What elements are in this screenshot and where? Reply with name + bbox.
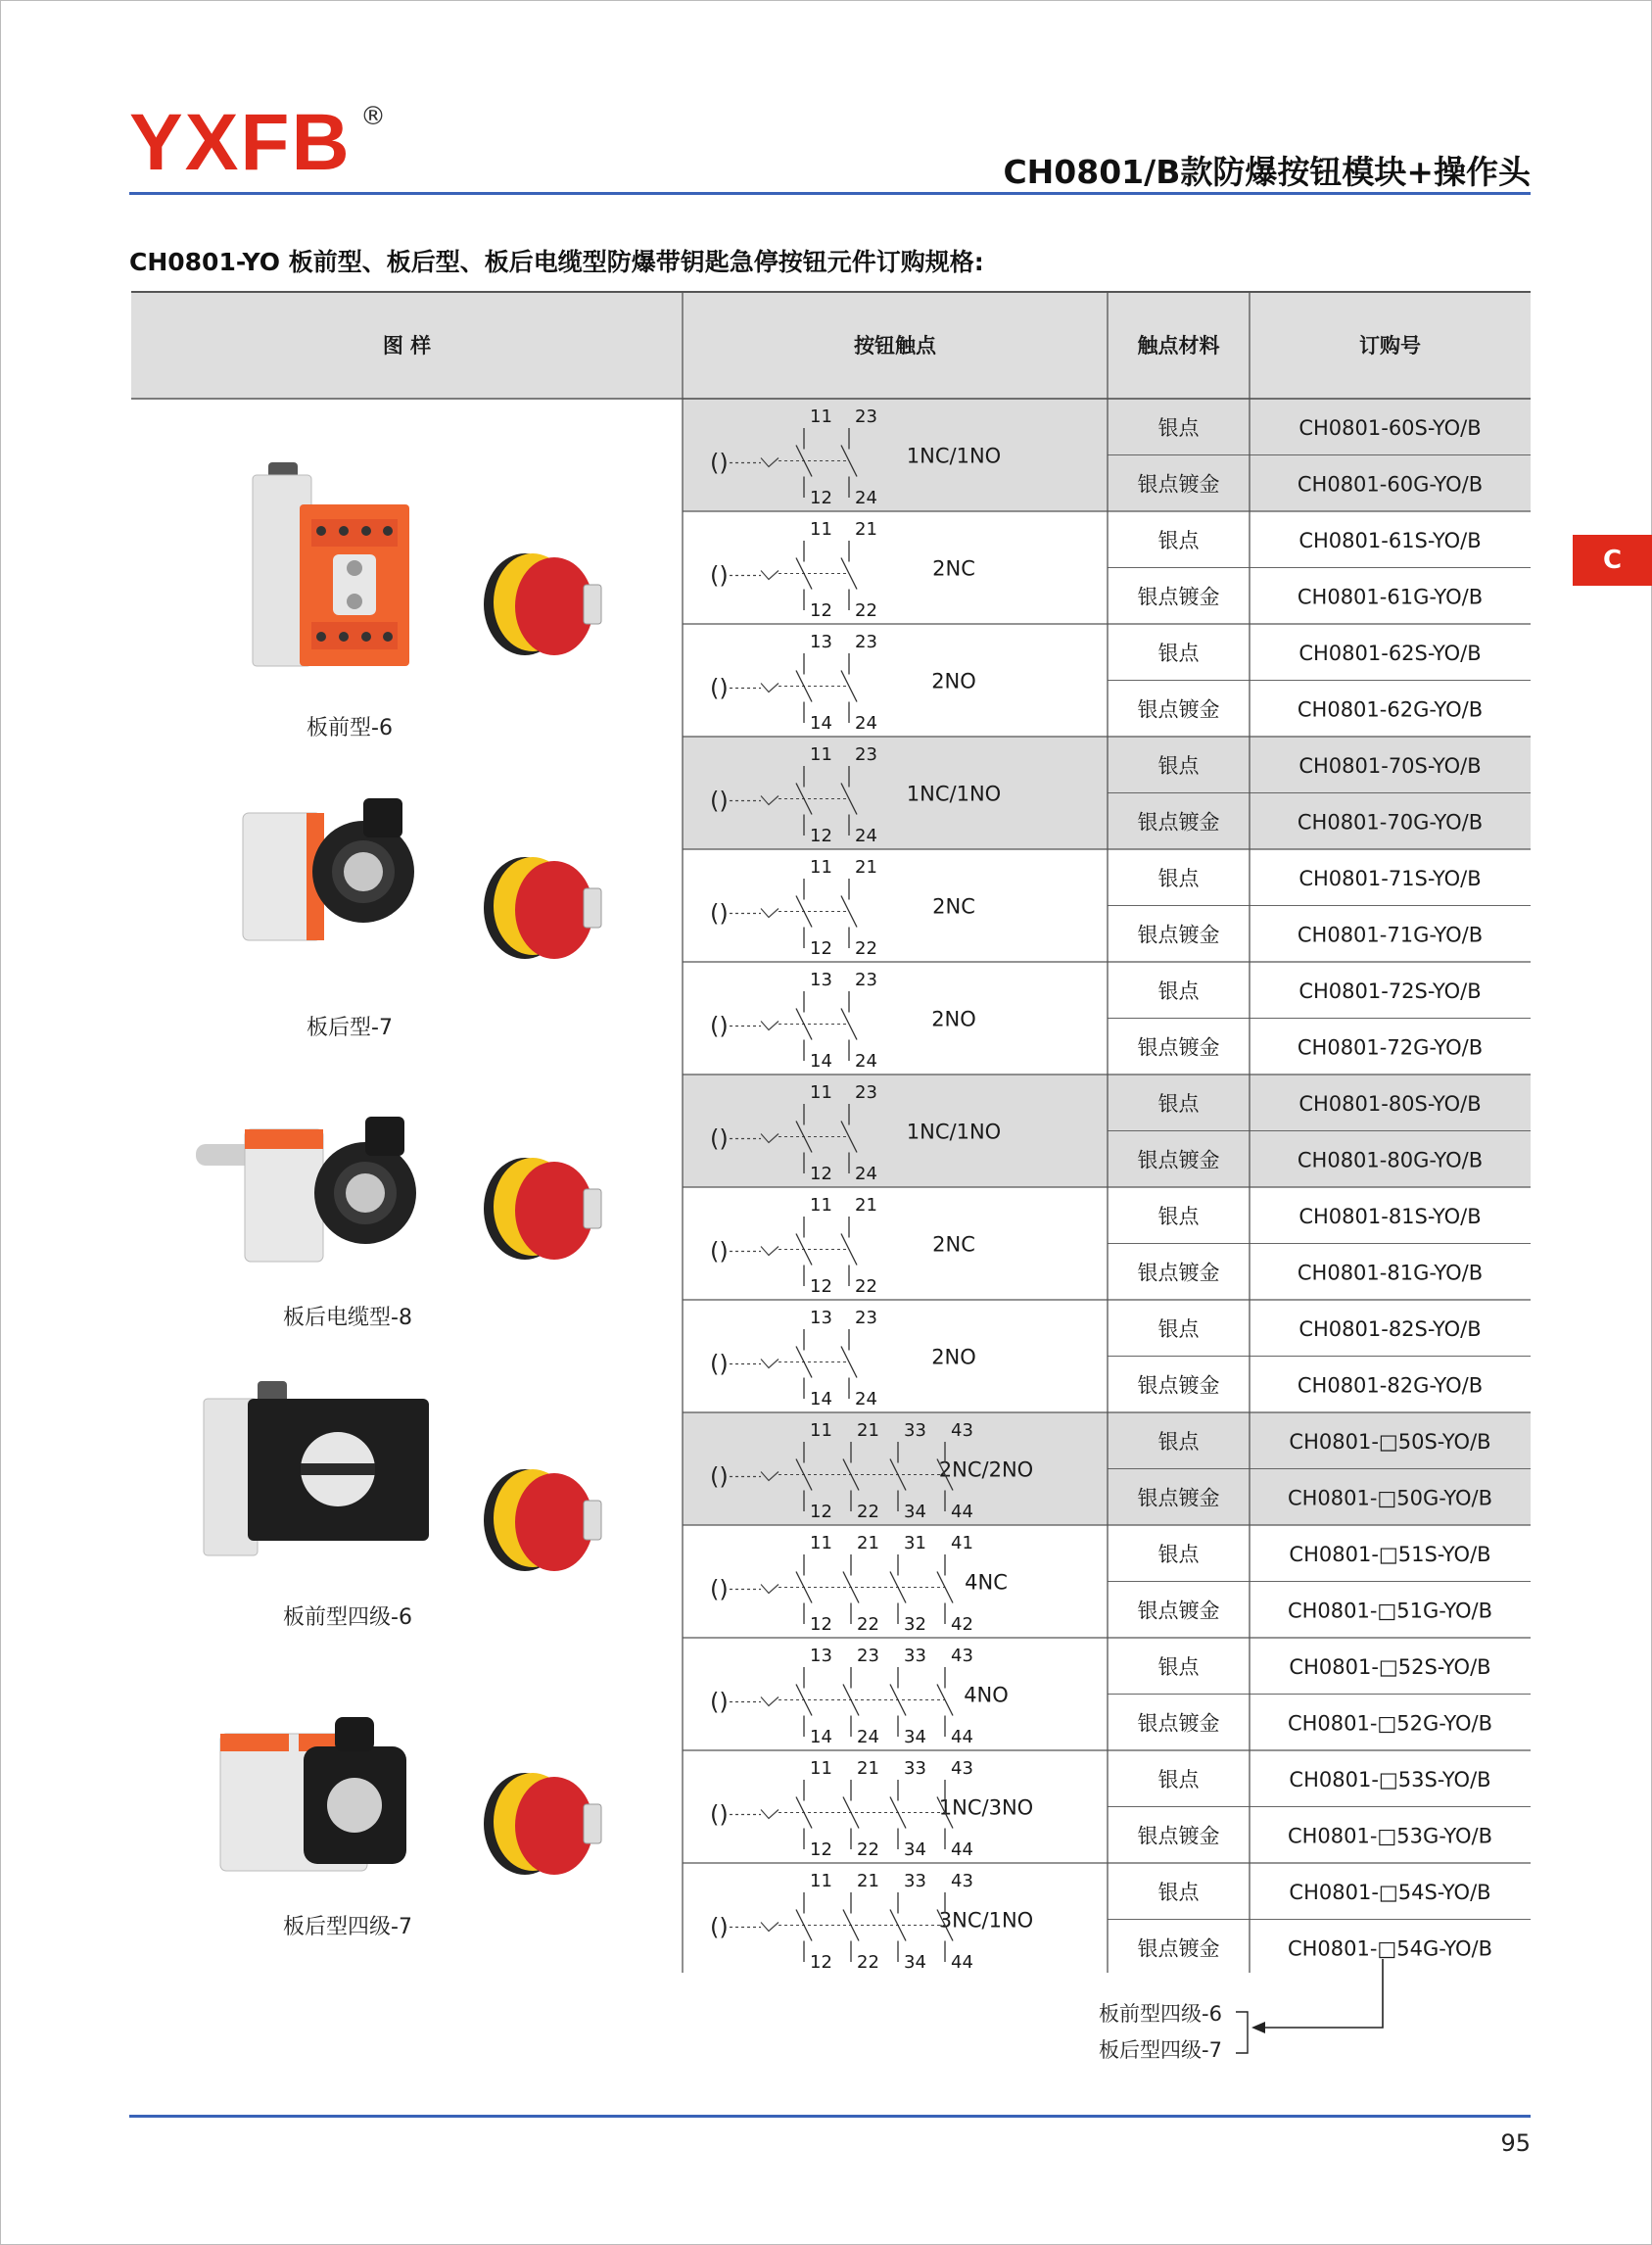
terminal-label-bottom: 12 <box>810 1164 832 1184</box>
push-symbol <box>761 1360 779 1368</box>
push-symbol <box>761 1697 779 1706</box>
product-label-5: 板后型四级-7 <box>283 1915 412 1939</box>
header-rule <box>129 192 1531 195</box>
terminal-label-top: 21 <box>855 1195 877 1216</box>
material-cell: 银点 <box>1157 1316 1200 1341</box>
terminal-label-bottom: 32 <box>904 1614 926 1635</box>
material-cell: 银点 <box>1157 415 1200 440</box>
terminal-label-top: 11 <box>810 1082 832 1103</box>
contact-type-label: 2NC <box>932 1232 975 1257</box>
terminal-label-bottom: 12 <box>810 1614 832 1635</box>
contact-type-label: 4NO <box>964 1683 1009 1707</box>
actuator-symbol: () <box>710 674 729 702</box>
terminal-label-bottom: 12 <box>810 1839 832 1860</box>
terminal-label-top: 11 <box>810 406 832 427</box>
product-image-back-mount <box>238 793 424 950</box>
terminal-label-bottom: 12 <box>810 938 832 959</box>
terminal-label-bottom: 22 <box>857 1614 879 1635</box>
contact-type-label: 2NC/2NO <box>938 1457 1034 1482</box>
terminal-label-bottom: 12 <box>810 600 832 621</box>
terminal-label-bottom: 22 <box>855 938 877 959</box>
terminal-label-bottom: 34 <box>904 1839 926 1860</box>
terminal-label-top: 11 <box>810 857 832 878</box>
material-cell: 银点镀金 <box>1137 1936 1220 1961</box>
material-cell: 银点 <box>1157 1091 1200 1116</box>
terminal-label-top: 23 <box>855 1308 877 1328</box>
terminal-label-bottom: 14 <box>810 1389 832 1409</box>
actuator-symbol: () <box>710 1462 729 1491</box>
order-number-cell: CH0801-60S-YO/B <box>1298 415 1482 440</box>
terminal-label-bottom: 22 <box>855 1276 877 1297</box>
table-header-0: 图 样 <box>382 334 432 358</box>
terminal-label-bottom: 34 <box>904 1502 926 1522</box>
terminal-label-top: 33 <box>904 1871 926 1891</box>
material-cell: 银点镀金 <box>1137 1373 1220 1398</box>
material-cell: 银点 <box>1157 1880 1200 1904</box>
legend-back-four: 板后型四级-7 <box>1099 2038 1222 2062</box>
terminal-label-bottom: 22 <box>857 1502 879 1522</box>
contact-type-label: 1NC/3NO <box>938 1795 1034 1820</box>
contact-type-label: 2NO <box>931 1345 976 1369</box>
terminal-label-top: 13 <box>810 632 832 652</box>
side-tab-c[interactable]: C <box>1573 535 1652 586</box>
material-cell: 银点 <box>1157 866 1200 890</box>
contact-type-label: 1NC/1NO <box>906 444 1002 468</box>
order-number-cell: CH0801-□51S-YO/B <box>1289 1542 1491 1566</box>
table-header-1: 按钮触点 <box>854 334 936 358</box>
terminal-label-top: 23 <box>855 1082 877 1103</box>
order-number-cell: CH0801-70G-YO/B <box>1297 810 1484 835</box>
terminal-label-top: 11 <box>810 744 832 765</box>
terminal-label-bottom: 12 <box>810 1952 832 1973</box>
order-number-cell: CH0801-□51G-YO/B <box>1287 1599 1493 1623</box>
product-label-3: 板后电缆型-8 <box>283 1306 412 1330</box>
table-header-3: 订购号 <box>1359 334 1421 358</box>
emergency-button-image-1 <box>468 544 615 671</box>
terminal-label-bottom: 24 <box>855 1051 877 1072</box>
terminal-label-top: 13 <box>810 970 832 990</box>
material-cell: 银点 <box>1157 1654 1200 1679</box>
terminal-label-bottom: 34 <box>904 1952 926 1973</box>
terminal-label-bottom: 12 <box>810 826 832 846</box>
actuator-symbol: () <box>710 1350 729 1378</box>
actuator-symbol: () <box>710 1012 729 1040</box>
terminal-label-top: 23 <box>855 632 877 652</box>
product-image-back-cable <box>191 1105 426 1271</box>
order-number-cell: CH0801-71G-YO/B <box>1297 923 1484 947</box>
material-cell: 银点镀金 <box>1137 810 1220 835</box>
material-cell: 银点 <box>1157 979 1200 1003</box>
order-number-cell: CH0801-□54G-YO/B <box>1287 1936 1493 1961</box>
terminal-label-top: 43 <box>951 1420 973 1441</box>
material-cell: 银点镀金 <box>1137 1261 1220 1285</box>
material-cell: 银点 <box>1157 753 1200 778</box>
push-symbol <box>761 1923 779 1932</box>
terminal-label-bottom: 24 <box>855 826 877 846</box>
push-symbol <box>761 1810 779 1819</box>
terminal-label-top: 11 <box>810 1758 832 1779</box>
terminal-label-top: 23 <box>855 406 877 427</box>
terminal-label-bottom: 22 <box>857 1839 879 1860</box>
actuator-symbol: () <box>710 1575 729 1603</box>
product-label-4: 板前型四级-6 <box>283 1605 412 1630</box>
contact-type-label: 1NC/1NO <box>906 782 1002 806</box>
terminal-label-top: 33 <box>904 1646 926 1666</box>
material-cell: 银点镀金 <box>1137 923 1220 947</box>
contact-type-label: 2NC <box>932 556 975 581</box>
material-cell: 银点 <box>1157 1767 1200 1791</box>
contact-type-label: 1NC/1NO <box>906 1120 1002 1144</box>
legend-front-four: 板前型四级-6 <box>1099 2002 1222 2026</box>
order-number-cell: CH0801-61S-YO/B <box>1298 528 1482 552</box>
material-cell: 银点镀金 <box>1137 1486 1220 1510</box>
contact-type-label: 2NC <box>932 894 975 919</box>
order-number-cell: CH0801-62S-YO/B <box>1298 641 1482 665</box>
order-number-cell: CH0801-72G-YO/B <box>1297 1035 1484 1060</box>
product-label-2: 板后型-7 <box>307 1016 393 1040</box>
actuator-symbol: () <box>710 787 729 815</box>
push-symbol <box>761 1247 779 1256</box>
terminal-label-top: 21 <box>855 519 877 540</box>
push-symbol <box>761 1022 779 1030</box>
actuator-symbol: () <box>710 449 729 477</box>
terminal-label-top: 41 <box>951 1533 973 1553</box>
terminal-label-top: 11 <box>810 519 832 540</box>
emergency-button-image-3 <box>468 1148 615 1275</box>
terminal-label-top: 23 <box>855 970 877 990</box>
order-number-cell: CH0801-□52G-YO/B <box>1287 1711 1493 1736</box>
order-number-cell: CH0801-□50S-YO/B <box>1289 1429 1491 1454</box>
material-cell: 银点 <box>1157 1429 1200 1454</box>
emergency-button-image-4 <box>468 1459 615 1587</box>
actuator-symbol: () <box>710 1800 729 1829</box>
product-image-back-four <box>215 1712 465 1879</box>
actuator-symbol: () <box>710 1237 729 1266</box>
push-symbol <box>761 571 779 580</box>
terminal-label-bottom: 22 <box>855 600 877 621</box>
terminal-label-bottom: 12 <box>810 488 832 508</box>
material-cell: 银点镀金 <box>1137 1711 1220 1736</box>
material-cell: 银点 <box>1157 1542 1200 1566</box>
material-cell: 银点镀金 <box>1137 1824 1220 1848</box>
material-cell: 银点 <box>1157 528 1200 552</box>
order-number-cell: CH0801-□50G-YO/B <box>1287 1486 1493 1510</box>
terminal-label-top: 21 <box>855 857 877 878</box>
terminal-label-bottom: 24 <box>855 713 877 734</box>
product-label-1: 板前型-6 <box>307 716 393 740</box>
terminal-label-bottom: 12 <box>810 1276 832 1297</box>
terminal-label-top: 13 <box>810 1308 832 1328</box>
order-number-cell: CH0801-60G-YO/B <box>1297 472 1484 497</box>
order-number-cell: CH0801-□53S-YO/B <box>1289 1767 1491 1791</box>
material-cell: 银点镀金 <box>1137 1035 1220 1060</box>
actuator-symbol: () <box>710 1913 729 1941</box>
terminal-label-top: 11 <box>810 1420 832 1441</box>
section-title: CH0801-YO 板前型、板后型、板后电缆型防爆带钥匙急停按钮元件订购规格: <box>129 248 984 276</box>
order-number-cell: CH0801-72S-YO/B <box>1298 979 1482 1003</box>
terminal-label-bottom: 22 <box>857 1952 879 1973</box>
material-cell: 银点镀金 <box>1137 697 1220 722</box>
material-cell: 银点镀金 <box>1137 472 1220 497</box>
terminal-label-top: 13 <box>810 1646 832 1666</box>
page-title: CH0801/B款防爆按钮模块+操作头 <box>1003 153 1531 191</box>
terminal-label-bottom: 24 <box>855 1164 877 1184</box>
order-number-cell: CH0801-61G-YO/B <box>1297 585 1484 609</box>
brand-logo: YXFB <box>129 98 352 187</box>
page-number: 95 <box>1500 2129 1531 2157</box>
material-cell: 银点 <box>1157 641 1200 665</box>
product-image-front-four <box>199 1379 434 1560</box>
actuator-symbol: () <box>710 561 729 590</box>
terminal-label-bottom: 34 <box>904 1727 926 1747</box>
emergency-button-image-5 <box>468 1763 615 1890</box>
terminal-label-bottom: 24 <box>855 1389 877 1409</box>
footer-rule <box>129 2115 1531 2118</box>
order-number-cell: CH0801-81G-YO/B <box>1297 1261 1484 1285</box>
material-cell: 银点镀金 <box>1137 1148 1220 1172</box>
emergency-button-image-2 <box>468 847 615 975</box>
terminal-label-top: 21 <box>857 1871 879 1891</box>
terminal-label-bottom: 24 <box>855 488 877 508</box>
terminal-label-top: 21 <box>857 1533 879 1553</box>
push-symbol <box>761 1585 779 1594</box>
order-number-cell: CH0801-82S-YO/B <box>1298 1316 1482 1341</box>
actuator-symbol: () <box>710 1688 729 1716</box>
actuator-symbol: () <box>710 899 729 928</box>
order-number-cell: CH0801-81S-YO/B <box>1298 1204 1482 1228</box>
legend-connector <box>1234 1959 1391 2067</box>
terminal-label-top: 31 <box>904 1533 926 1553</box>
order-number-cell: CH0801-80G-YO/B <box>1297 1148 1484 1172</box>
terminal-label-bottom: 44 <box>951 1839 973 1860</box>
registered-mark: ® <box>360 102 386 131</box>
contact-type-label: 4NC <box>965 1570 1008 1595</box>
order-number-cell: CH0801-62G-YO/B <box>1297 697 1484 722</box>
terminal-label-bottom: 14 <box>810 1051 832 1072</box>
actuator-symbol: () <box>710 1124 729 1153</box>
material-cell: 银点 <box>1157 1204 1200 1228</box>
terminal-label-top: 33 <box>904 1420 926 1441</box>
terminal-label-bottom: 44 <box>951 1952 973 1973</box>
terminal-label-top: 11 <box>810 1533 832 1553</box>
terminal-label-top: 43 <box>951 1646 973 1666</box>
terminal-label-top: 43 <box>951 1758 973 1779</box>
order-number-cell: CH0801-70S-YO/B <box>1298 753 1482 778</box>
terminal-label-bottom: 24 <box>857 1727 879 1747</box>
order-number-cell: CH0801-82G-YO/B <box>1297 1373 1484 1398</box>
push-symbol <box>761 684 779 693</box>
table-header-2: 触点材料 <box>1137 334 1220 358</box>
contact-type-label: 2NO <box>931 1007 976 1031</box>
terminal-label-top: 11 <box>810 1871 832 1891</box>
terminal-label-top: 11 <box>810 1195 832 1216</box>
order-number-cell: CH0801-□52S-YO/B <box>1289 1654 1491 1679</box>
terminal-label-bottom: 14 <box>810 713 832 734</box>
terminal-label-top: 21 <box>857 1758 879 1779</box>
order-number-cell: CH0801-80S-YO/B <box>1298 1091 1482 1116</box>
terminal-label-bottom: 42 <box>951 1614 973 1635</box>
terminal-label-top: 23 <box>857 1646 879 1666</box>
terminal-label-top: 33 <box>904 1758 926 1779</box>
order-number-cell: CH0801-□54S-YO/B <box>1289 1880 1491 1904</box>
terminal-label-bottom: 12 <box>810 1502 832 1522</box>
contact-type-label: 3NC/1NO <box>938 1908 1034 1933</box>
terminal-label-bottom: 14 <box>810 1727 832 1747</box>
push-symbol <box>761 909 779 918</box>
order-number-cell: CH0801-□53G-YO/B <box>1287 1824 1493 1848</box>
terminal-label-bottom: 44 <box>951 1727 973 1747</box>
order-number-cell: CH0801-71S-YO/B <box>1298 866 1482 890</box>
contact-type-label: 2NO <box>931 669 976 693</box>
product-image-front-mount <box>231 460 417 671</box>
terminal-label-top: 23 <box>855 744 877 765</box>
terminal-label-bottom: 44 <box>951 1502 973 1522</box>
material-cell: 银点镀金 <box>1137 585 1220 609</box>
terminal-label-top: 43 <box>951 1871 973 1891</box>
material-cell: 银点镀金 <box>1137 1599 1220 1623</box>
terminal-label-top: 21 <box>857 1420 879 1441</box>
table-header-bg <box>131 291 1531 399</box>
